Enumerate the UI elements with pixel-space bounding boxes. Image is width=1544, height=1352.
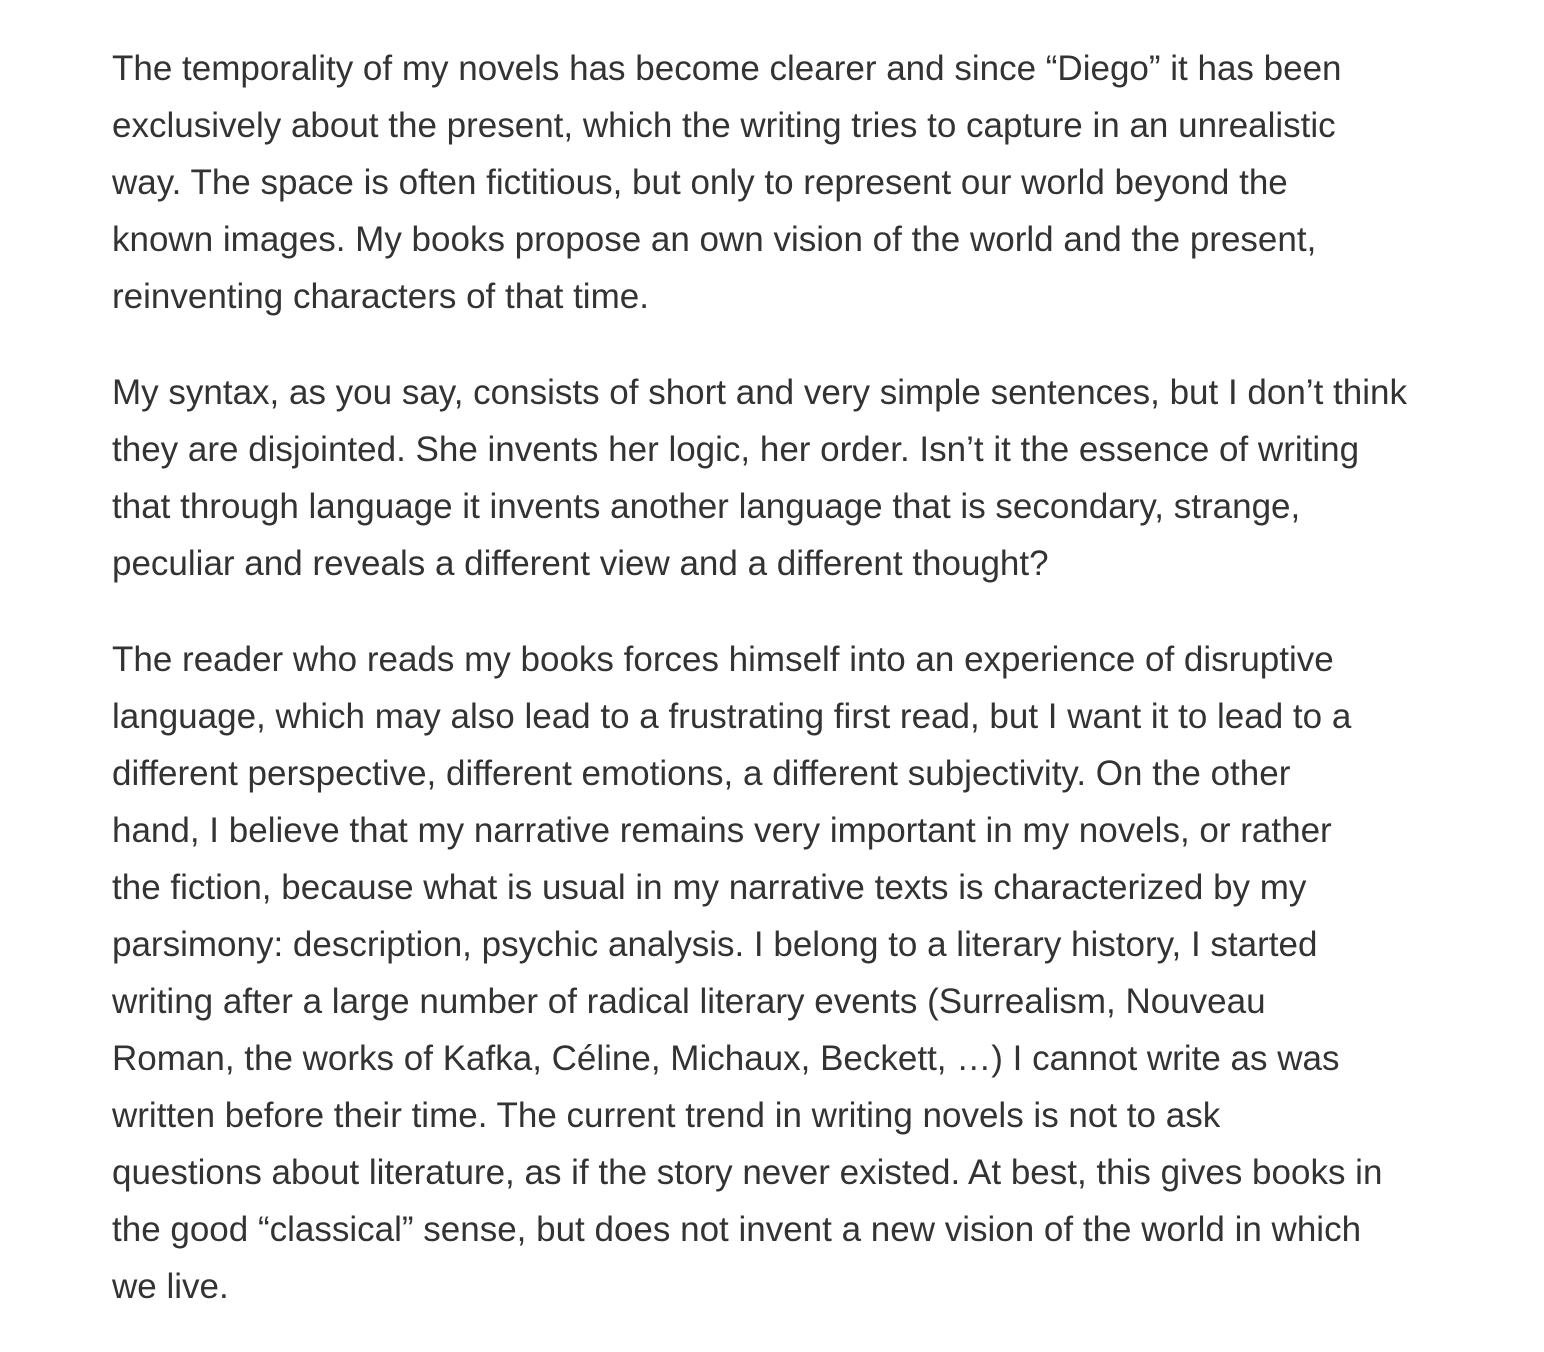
paragraph: The reader who reads my books forces himself into an experience of disruptive language, which may also lead to a frustrating first read, but I want it to lead to a different perspective, different emotions, a different subjectivity. On the other hand, I believe that my narrative remains very important in my novels, or rather the fiction, because what is usual in my narrative texts is characterized by my parsimony: description, psychic analysis. I belong to a literary history, I started writing after a large number of radical literary events (Surrealism, Nouveau Roman, the works of Kafka, Céline, Michaux, Beckett, …) I cannot write as was written before their time. The current trend in writing novels is not to ask questions about literature, as if the story never existed. At best, this gives books in the good “classical” sense, but does not invent a new vision of the world in which we live. <box>112 640 1383 1306</box>
paragraph: My syntax, as you say, consists of short and very simple sentences, but I don’t think they are disjointed. She invents her logic, her order. Isn’t it the essence of writing that through language it invents another language that is secondary, strange, peculiar and reveals a different view and a different thought? <box>112 373 1407 583</box>
paragraph: The temporality of my novels has become clearer and since “Diego” it has been exclusively about the present, which the writing tries to capture in an unrealistic way. The space is often fictitious, but only to represent our world beyond the known images. My books propose an own vision of the world and the present, reinventing characters of that time. <box>112 49 1342 316</box>
article-body <box>112 40 1482 1315</box>
